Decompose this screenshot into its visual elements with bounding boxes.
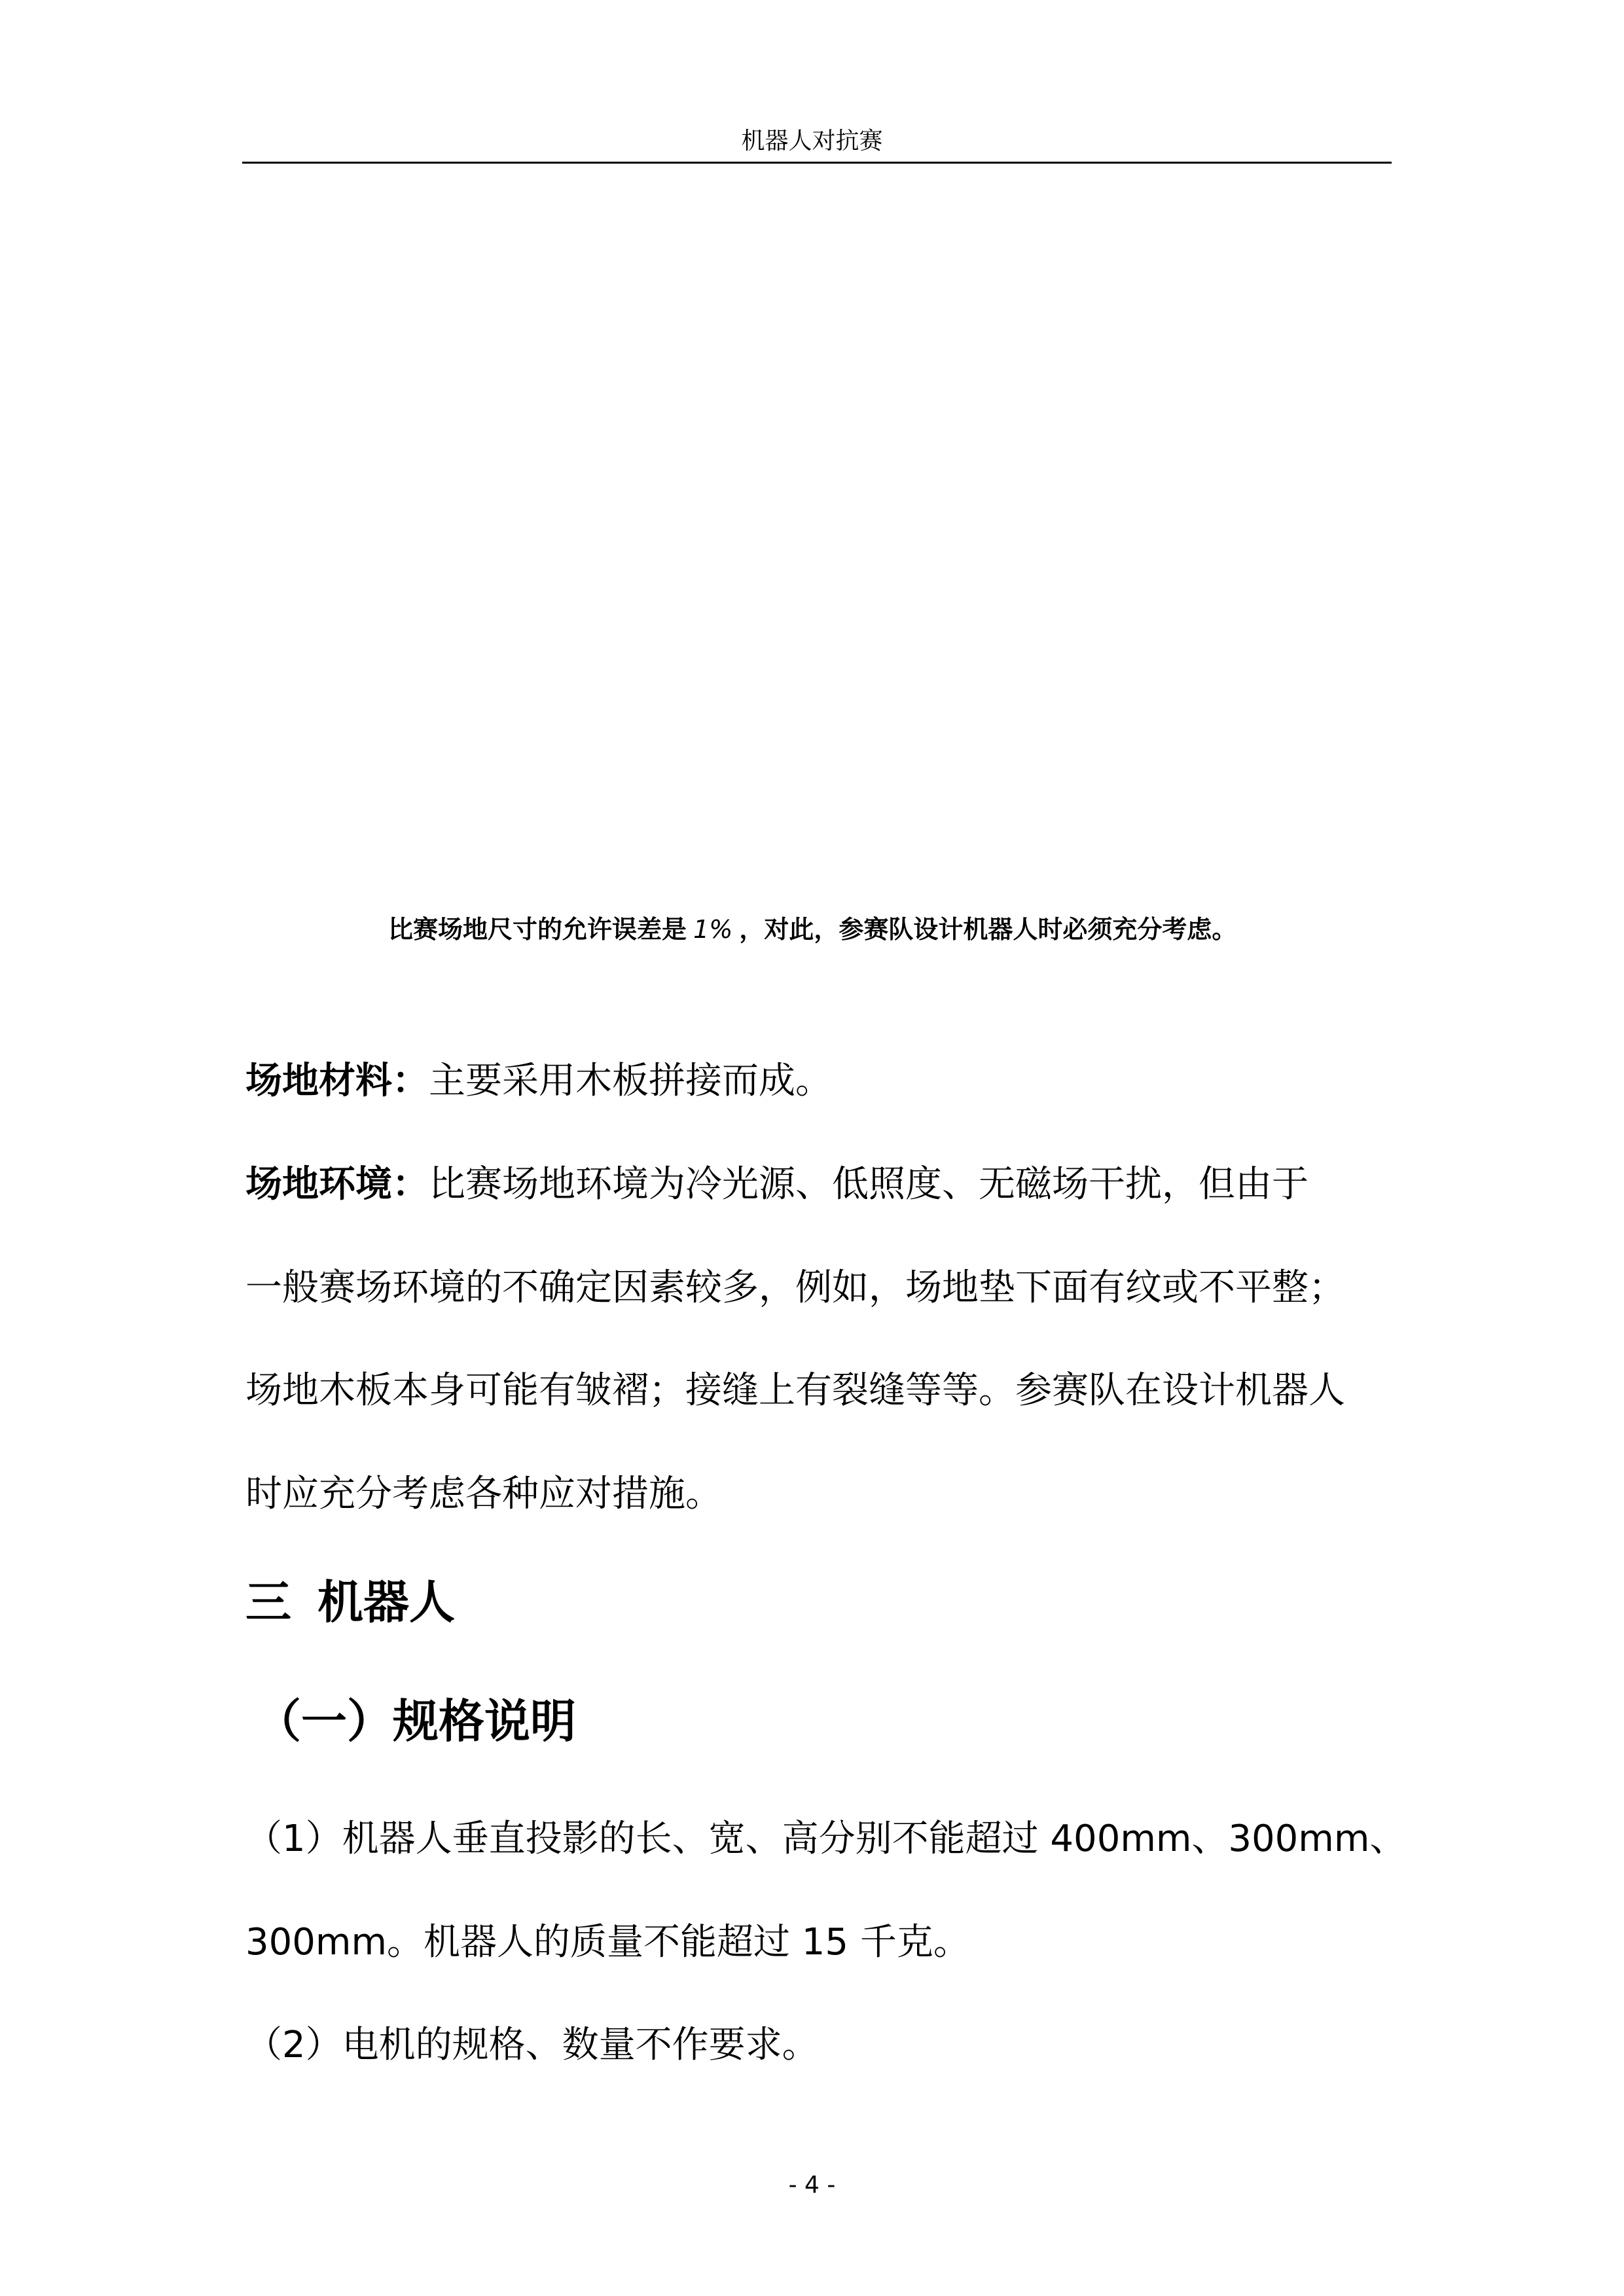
spec1-line-1: （1）机器人垂直投影的长、宽、高分别不能超过 400mm、300mm、 (245, 1818, 1407, 1860)
environment-line-2: 一般赛场环境的不确定因素较多，例如，场地垫下面有纹或不平整； (245, 1266, 1345, 1309)
page-number: - 4 - (788, 2172, 836, 2198)
tolerance-note (388, 910, 1236, 949)
section-number: 三 (245, 1575, 291, 1629)
material-paragraph (245, 1055, 832, 1107)
material-text: 主要采用木板拼接而成。 (429, 1060, 832, 1102)
section-title: 机器人 (317, 1575, 455, 1629)
tolerance-value: 1% (693, 915, 733, 944)
page-header-title: 机器人对抗赛 (741, 128, 883, 154)
material-label: 场地材料： (245, 1060, 429, 1102)
environment-line-3: 场地木板本身可能有皱褶；接缝上有裂缝等等。参赛队在设计机器人 (245, 1369, 1345, 1412)
environment-line-1 (245, 1158, 1308, 1211)
section-heading (245, 1570, 455, 1635)
tolerance-prefix: 比赛场地尺寸的允许误差是 (388, 915, 687, 944)
spec1-line-2: 300mm。机器人的质量不能超过 15 千克。 (245, 1921, 970, 1964)
tolerance-suffix: ，对此，参赛队设计机器人时必须充分考虑。 (739, 915, 1237, 944)
header-divider (242, 162, 1392, 164)
environment-label: 场地环境： (245, 1163, 429, 1206)
environment-text-1: 比赛场地环境为冷光源、低照度、无磁场干扰，但由于 (429, 1163, 1308, 1206)
environment-line-4: 时应充分考虑各种应对措施。 (245, 1473, 722, 1515)
spec2-line: （2）电机的规格、数量不作要求。 (245, 2024, 819, 2066)
subsection-heading: （一）规格说明 (255, 1695, 576, 1748)
